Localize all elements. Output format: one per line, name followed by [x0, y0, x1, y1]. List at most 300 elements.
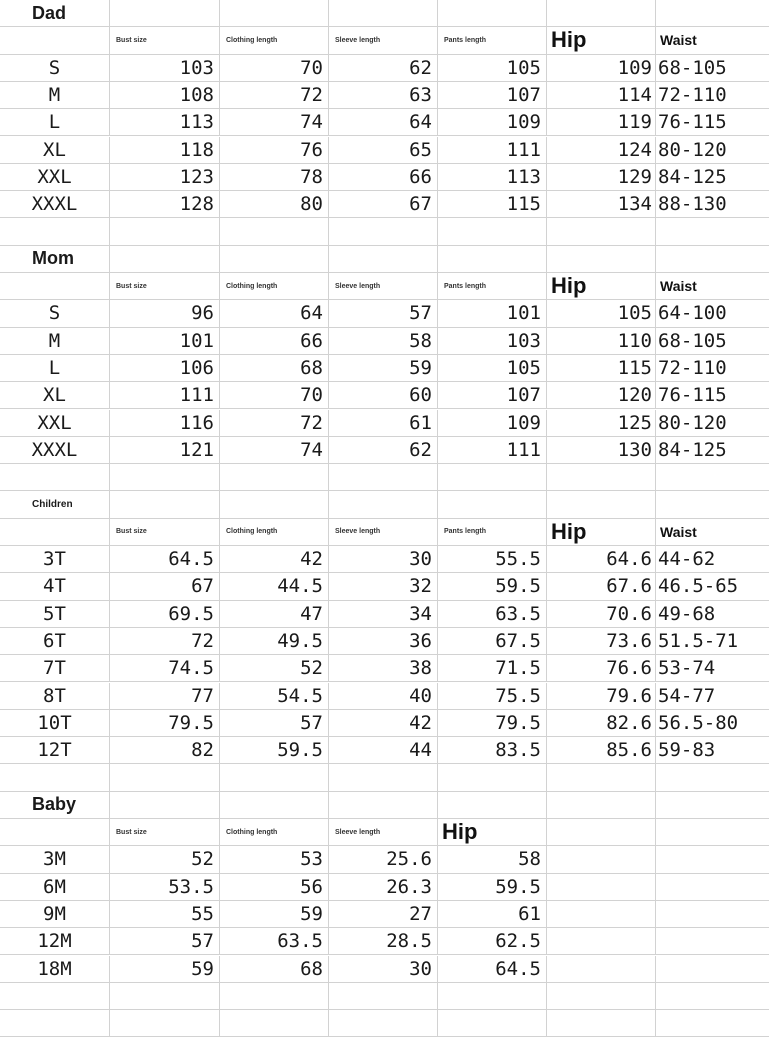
baby-table-row: [0, 956, 769, 983]
empty-cell[interactable]: [220, 0, 329, 26]
waist-value[interactable]: 80-120: [658, 411, 727, 434]
clothing-value[interactable]: 54.5: [220, 683, 329, 709]
size-label[interactable]: 10T: [0, 710, 110, 736]
empty-cell[interactable]: [0, 983, 110, 1009]
empty-cell[interactable]: [438, 0, 547, 26]
clothing-value[interactable]: 72: [220, 410, 329, 436]
size-label[interactable]: 6T: [0, 628, 110, 654]
empty-cell[interactable]: [220, 792, 329, 818]
size-label[interactable]: XXL: [0, 410, 110, 436]
sleeve-value[interactable]: 32: [329, 573, 438, 599]
empty-cell[interactable]: [329, 792, 438, 818]
hip-value[interactable]: 58: [438, 846, 547, 872]
baby-table-row: [0, 874, 769, 901]
bust-value[interactable]: 108: [110, 82, 220, 108]
empty-cell[interactable]: [0, 464, 110, 490]
bust-value[interactable]: 55: [110, 901, 220, 927]
empty-cell[interactable]: [547, 0, 656, 26]
clothing-value[interactable]: 74: [220, 109, 329, 135]
clothing-value[interactable]: 57: [220, 710, 329, 736]
pants-value[interactable]: 101: [438, 300, 547, 326]
hip-value[interactable]: 110: [547, 328, 656, 354]
sleeve-value[interactable]: 57: [329, 300, 438, 326]
waist-value[interactable]: 88-130: [658, 193, 727, 216]
clothing-value[interactable]: 63.5: [220, 928, 329, 954]
empty-cell[interactable]: [329, 0, 438, 26]
size-label[interactable]: 9M: [0, 901, 110, 927]
hip-value[interactable]: 79.6: [547, 683, 656, 709]
bust-value[interactable]: 59: [110, 956, 220, 982]
empty-cell[interactable]: [656, 792, 769, 818]
empty-cell[interactable]: [0, 273, 110, 299]
clothing-value[interactable]: 70: [220, 382, 329, 408]
empty-cell[interactable]: [547, 846, 656, 872]
mom-table-row: [0, 300, 769, 327]
clothing-value[interactable]: 68: [220, 355, 329, 381]
sleeve-value[interactable]: 61: [329, 410, 438, 436]
empty-cell[interactable]: [438, 464, 547, 490]
empty-cell[interactable]: [547, 901, 656, 927]
empty-cell[interactable]: [656, 246, 769, 272]
empty-cell[interactable]: [547, 874, 656, 900]
size-label[interactable]: XXL: [0, 164, 110, 190]
pants-value[interactable]: 113: [438, 164, 547, 190]
size-label[interactable]: S: [0, 300, 110, 326]
sleeve-value[interactable]: 62: [329, 55, 438, 81]
children-table-row: [0, 573, 769, 600]
column-header-clothing[interactable]: Clothing length: [220, 819, 329, 845]
hip-value[interactable]: 130: [547, 437, 656, 463]
bust-value[interactable]: 116: [110, 410, 220, 436]
hip-value[interactable]: 124: [547, 137, 656, 163]
sleeve-value[interactable]: 26.3: [329, 874, 438, 900]
dad-table-row: [0, 191, 769, 218]
waist-value[interactable]: 46.5-65: [658, 575, 739, 598]
empty-cell[interactable]: [0, 27, 110, 53]
spacer-row: [0, 764, 769, 791]
waist-value[interactable]: 84-125: [658, 165, 727, 188]
pants-value[interactable]: 105: [438, 355, 547, 381]
waist-value[interactable]: 49-68: [658, 602, 716, 625]
empty-cell[interactable]: [438, 764, 547, 790]
hip-value[interactable]: 62.5: [438, 928, 547, 954]
empty-cell[interactable]: [0, 819, 110, 845]
hip-value[interactable]: 119: [547, 109, 656, 135]
size-label[interactable]: 7T: [0, 655, 110, 681]
empty-cell[interactable]: [656, 218, 769, 244]
empty-cell[interactable]: [656, 1010, 769, 1036]
mom-title-row: [0, 246, 769, 273]
bust-value[interactable]: 118: [110, 137, 220, 163]
clothing-value[interactable]: 53: [220, 846, 329, 872]
baby-header-row: [0, 819, 769, 846]
empty-cell[interactable]: [220, 246, 329, 272]
size-label[interactable]: XXXL: [0, 437, 110, 463]
size-label[interactable]: 3T: [0, 546, 110, 572]
sleeve-value[interactable]: 62: [329, 437, 438, 463]
waist-value[interactable]: 76-115: [658, 384, 727, 407]
sleeve-value[interactable]: 67: [329, 191, 438, 217]
hip-value[interactable]: 105: [547, 300, 656, 326]
baby-table-row: [0, 901, 769, 928]
bust-value[interactable]: 111: [110, 382, 220, 408]
clothing-value[interactable]: 47: [220, 601, 329, 627]
sleeve-value[interactable]: 64: [329, 109, 438, 135]
empty-cell[interactable]: [547, 928, 656, 954]
empty-cell[interactable]: [110, 218, 220, 244]
clothing-value[interactable]: 56: [220, 874, 329, 900]
hip-value[interactable]: 82.6: [547, 710, 656, 736]
empty-cell[interactable]: [329, 1010, 438, 1036]
empty-cell[interactable]: [547, 218, 656, 244]
empty-cell[interactable]: [110, 464, 220, 490]
empty-cell[interactable]: [220, 491, 329, 517]
waist-value[interactable]: 72-110: [658, 84, 727, 107]
pants-value[interactable]: 111: [438, 437, 547, 463]
sleeve-value[interactable]: 36: [329, 628, 438, 654]
size-label[interactable]: 18M: [0, 956, 110, 982]
sleeve-value[interactable]: 58: [329, 328, 438, 354]
spacer-row: [0, 983, 769, 1010]
empty-cell[interactable]: [110, 491, 220, 517]
clothing-value[interactable]: 64: [220, 300, 329, 326]
hip-value[interactable]: 129: [547, 164, 656, 190]
column-header-bust[interactable]: Bust size: [110, 273, 220, 299]
mom-table-row: [0, 355, 769, 382]
empty-cell[interactable]: [438, 1010, 547, 1036]
clothing-value[interactable]: 52: [220, 655, 329, 681]
empty-cell[interactable]: [656, 0, 769, 26]
sleeve-value[interactable]: 27: [329, 901, 438, 927]
empty-cell[interactable]: [547, 819, 656, 845]
bust-value[interactable]: 101: [110, 328, 220, 354]
size-label[interactable]: M: [0, 82, 110, 108]
pants-value[interactable]: 71.5: [438, 655, 547, 681]
pants-value[interactable]: 109: [438, 109, 547, 135]
sleeve-value[interactable]: 38: [329, 655, 438, 681]
empty-cell[interactable]: [329, 491, 438, 517]
empty-cell[interactable]: [656, 464, 769, 490]
children-table-row: [0, 710, 769, 737]
empty-cell[interactable]: [438, 983, 547, 1009]
empty-cell[interactable]: [110, 983, 220, 1009]
empty-cell[interactable]: [110, 792, 220, 818]
baby-table-row: [0, 846, 769, 873]
size-label[interactable]: 12M: [0, 928, 110, 954]
dad-table-row: [0, 55, 769, 82]
empty-cell[interactable]: [547, 1010, 656, 1036]
hip-value[interactable]: 59.5: [438, 874, 547, 900]
waist-value[interactable]: 51.5-71: [658, 630, 739, 653]
children-title-row: [0, 491, 769, 518]
column-header-bust[interactable]: Bust size: [110, 519, 220, 545]
sleeve-value[interactable]: 44: [329, 737, 438, 763]
empty-cell[interactable]: [0, 1010, 110, 1036]
clothing-value[interactable]: 59: [220, 901, 329, 927]
pants-value[interactable]: 59.5: [438, 573, 547, 599]
empty-cell[interactable]: [656, 819, 769, 845]
pants-value[interactable]: 79.5: [438, 710, 547, 736]
empty-cell[interactable]: [656, 764, 769, 790]
pants-value[interactable]: 67.5: [438, 628, 547, 654]
size-label[interactable]: 5T: [0, 601, 110, 627]
bust-value[interactable]: 79.5: [110, 710, 220, 736]
clothing-value[interactable]: 74: [220, 437, 329, 463]
empty-cell[interactable]: [0, 519, 110, 545]
hip-value[interactable]: 109: [547, 55, 656, 81]
column-header-bust[interactable]: Bust size: [110, 819, 220, 845]
waist-value[interactable]: 44-62: [658, 548, 716, 571]
empty-cell[interactable]: [220, 464, 329, 490]
sleeve-value[interactable]: 59: [329, 355, 438, 381]
bust-value[interactable]: 69.5: [110, 601, 220, 627]
children-table-row: [0, 601, 769, 628]
column-header-clothing[interactable]: Clothing length: [220, 27, 329, 53]
mom-section-title[interactable]: Mom: [0, 246, 110, 272]
pants-value[interactable]: 75.5: [438, 683, 547, 709]
empty-cell[interactable]: [220, 218, 329, 244]
empty-cell[interactable]: [656, 901, 769, 927]
spacer-row: [0, 464, 769, 491]
sleeve-value[interactable]: 63: [329, 82, 438, 108]
bust-value[interactable]: 67: [110, 573, 220, 599]
waist-value[interactable]: 68-105: [658, 329, 727, 352]
clothing-value[interactable]: 72: [220, 82, 329, 108]
sleeve-value[interactable]: 42: [329, 710, 438, 736]
empty-cell[interactable]: [438, 218, 547, 244]
empty-cell[interactable]: [656, 956, 769, 982]
children-table-row: [0, 628, 769, 655]
clothing-value[interactable]: 44.5: [220, 573, 329, 599]
pants-value[interactable]: 107: [438, 82, 547, 108]
column-header-pants[interactable]: Pants length: [438, 519, 547, 545]
clothing-value[interactable]: 59.5: [220, 737, 329, 763]
waist-value[interactable]: 54-77: [658, 684, 716, 707]
size-label[interactable]: M: [0, 328, 110, 354]
dad-section-title[interactable]: Dad: [0, 0, 110, 26]
empty-cell[interactable]: [329, 464, 438, 490]
column-header-sleeve[interactable]: Sleeve length: [329, 519, 438, 545]
empty-cell[interactable]: [547, 764, 656, 790]
size-label[interactable]: XL: [0, 382, 110, 408]
pants-value[interactable]: 111: [438, 137, 547, 163]
children-table-row: [0, 737, 769, 764]
clothing-value[interactable]: 70: [220, 55, 329, 81]
sleeve-value[interactable]: 28.5: [329, 928, 438, 954]
mom-table-row: [0, 410, 769, 437]
hip-value[interactable]: 114: [547, 82, 656, 108]
waist-value[interactable]: 76-115: [658, 111, 727, 134]
hip-value[interactable]: 64.5: [438, 956, 547, 982]
dad-table-row: [0, 164, 769, 191]
empty-cell[interactable]: [438, 246, 547, 272]
empty-cell[interactable]: [656, 846, 769, 872]
dad-table-row: [0, 137, 769, 164]
empty-cell[interactable]: [656, 928, 769, 954]
baby-table-row: [0, 928, 769, 955]
hip-value[interactable]: 115: [547, 355, 656, 381]
column-header-clothing[interactable]: Clothing length: [220, 519, 329, 545]
waist-value[interactable]: 64-100: [658, 302, 727, 325]
size-label[interactable]: S: [0, 55, 110, 81]
spacer-row: [0, 218, 769, 245]
empty-cell[interactable]: [110, 1010, 220, 1036]
empty-cell[interactable]: [329, 764, 438, 790]
hip-value[interactable]: 70.6: [547, 601, 656, 627]
bust-value[interactable]: 128: [110, 191, 220, 217]
baby-section-title[interactable]: Baby: [0, 792, 110, 818]
clothing-value[interactable]: 49.5: [220, 628, 329, 654]
bust-value[interactable]: 96: [110, 300, 220, 326]
sleeve-value[interactable]: 25.6: [329, 846, 438, 872]
hip-value[interactable]: 61: [438, 901, 547, 927]
sleeve-value[interactable]: 60: [329, 382, 438, 408]
sleeve-value[interactable]: 40: [329, 683, 438, 709]
waist-value[interactable]: 84-125: [658, 438, 727, 461]
column-header-sleeve[interactable]: Sleeve length: [329, 273, 438, 299]
sleeve-value[interactable]: 66: [329, 164, 438, 190]
size-label[interactable]: 3M: [0, 846, 110, 872]
pants-value[interactable]: 83.5: [438, 737, 547, 763]
empty-cell[interactable]: [329, 218, 438, 244]
column-header-waist[interactable]: Waist: [660, 278, 697, 295]
waist-value[interactable]: 72-110: [658, 357, 727, 380]
empty-cell[interactable]: [656, 983, 769, 1009]
bust-value[interactable]: 52: [110, 846, 220, 872]
empty-cell[interactable]: [220, 764, 329, 790]
waist-value[interactable]: 68-105: [658, 56, 727, 79]
bust-value[interactable]: 72: [110, 628, 220, 654]
dad-table-row: [0, 109, 769, 136]
size-label[interactable]: XL: [0, 137, 110, 163]
hip-value[interactable]: 120: [547, 382, 656, 408]
bust-value[interactable]: 113: [110, 109, 220, 135]
column-header-bust[interactable]: Bust size: [110, 27, 220, 53]
empty-cell[interactable]: [110, 764, 220, 790]
sleeve-value[interactable]: 65: [329, 137, 438, 163]
empty-cell[interactable]: [329, 246, 438, 272]
children-table-row: [0, 655, 769, 682]
empty-cell[interactable]: [547, 464, 656, 490]
column-header-sleeve[interactable]: Sleeve length: [329, 27, 438, 53]
hip-value[interactable]: 64.6: [547, 546, 656, 572]
column-header-waist[interactable]: Waist: [660, 523, 697, 540]
empty-cell[interactable]: [656, 491, 769, 517]
bust-value[interactable]: 77: [110, 683, 220, 709]
hip-value[interactable]: 85.6: [547, 737, 656, 763]
empty-cell[interactable]: [220, 1010, 329, 1036]
empty-cell[interactable]: [329, 983, 438, 1009]
hip-value[interactable]: 76.6: [547, 655, 656, 681]
pants-value[interactable]: 105: [438, 55, 547, 81]
column-header-pants[interactable]: Pants length: [438, 273, 547, 299]
size-label[interactable]: XXXL: [0, 191, 110, 217]
clothing-value[interactable]: 66: [220, 328, 329, 354]
pants-value[interactable]: 55.5: [438, 546, 547, 572]
mom-header-row: [0, 273, 769, 300]
children-table-row: [0, 546, 769, 573]
bust-value[interactable]: 57: [110, 928, 220, 954]
pants-value[interactable]: 63.5: [438, 601, 547, 627]
size-label[interactable]: 8T: [0, 683, 110, 709]
pants-value[interactable]: 115: [438, 191, 547, 217]
bust-value[interactable]: 121: [110, 437, 220, 463]
column-header-sleeve[interactable]: Sleeve length: [329, 819, 438, 845]
empty-cell[interactable]: [547, 246, 656, 272]
size-label[interactable]: L: [0, 109, 110, 135]
column-header-waist[interactable]: Waist: [660, 32, 697, 49]
bust-value[interactable]: 106: [110, 355, 220, 381]
dad-table-row: [0, 82, 769, 109]
baby-title-row: [0, 792, 769, 819]
waist-value[interactable]: 59-83: [658, 739, 716, 762]
bust-value[interactable]: 53.5: [110, 874, 220, 900]
empty-cell[interactable]: [110, 0, 220, 26]
hip-value[interactable]: 125: [547, 410, 656, 436]
mom-table-row: [0, 328, 769, 355]
bust-value[interactable]: 123: [110, 164, 220, 190]
column-header-pants[interactable]: Pants length: [438, 27, 547, 53]
size-label[interactable]: 6M: [0, 874, 110, 900]
dad-header-row: [0, 27, 769, 54]
empty-cell[interactable]: [547, 983, 656, 1009]
bust-value[interactable]: 64.5: [110, 546, 220, 572]
pants-value[interactable]: 107: [438, 382, 547, 408]
sleeve-value[interactable]: 34: [329, 601, 438, 627]
clothing-value[interactable]: 80: [220, 191, 329, 217]
empty-cell[interactable]: [220, 983, 329, 1009]
empty-cell[interactable]: [438, 792, 547, 818]
waist-value[interactable]: 53-74: [658, 657, 716, 680]
waist-value[interactable]: 80-120: [658, 138, 727, 161]
empty-cell[interactable]: [110, 246, 220, 272]
column-header-hip[interactable]: Hip: [547, 273, 656, 299]
bust-value[interactable]: 103: [110, 55, 220, 81]
hip-value[interactable]: 73.6: [547, 628, 656, 654]
empty-cell[interactable]: [438, 491, 547, 517]
empty-cell[interactable]: [547, 491, 656, 517]
waist-value[interactable]: 56.5-80: [658, 711, 739, 734]
size-label[interactable]: L: [0, 355, 110, 381]
pants-value[interactable]: 109: [438, 410, 547, 436]
empty-cell[interactable]: [0, 218, 110, 244]
column-header-clothing[interactable]: Clothing length: [220, 273, 329, 299]
children-header-row: [0, 519, 769, 546]
empty-cell[interactable]: [547, 792, 656, 818]
clothing-value[interactable]: 78: [220, 164, 329, 190]
clothing-value[interactable]: 68: [220, 956, 329, 982]
empty-cell[interactable]: [547, 956, 656, 982]
size-label[interactable]: 12T: [0, 737, 110, 763]
empty-cell[interactable]: [0, 764, 110, 790]
clothing-value[interactable]: 42: [220, 546, 329, 572]
children-section-title[interactable]: Children: [0, 491, 110, 517]
column-header-hip[interactable]: Hip: [438, 819, 547, 845]
size-label[interactable]: 4T: [0, 573, 110, 599]
bust-value[interactable]: 74.5: [110, 655, 220, 681]
sleeve-value[interactable]: 30: [329, 546, 438, 572]
mom-table-row: [0, 437, 769, 464]
pants-value[interactable]: 103: [438, 328, 547, 354]
bust-value[interactable]: 82: [110, 737, 220, 763]
hip-value[interactable]: 67.6: [547, 573, 656, 599]
clothing-value[interactable]: 76: [220, 137, 329, 163]
column-header-hip[interactable]: Hip: [547, 27, 656, 53]
sleeve-value[interactable]: 30: [329, 956, 438, 982]
column-header-hip[interactable]: Hip: [547, 519, 656, 545]
empty-cell[interactable]: [656, 874, 769, 900]
hip-value[interactable]: 134: [547, 191, 656, 217]
